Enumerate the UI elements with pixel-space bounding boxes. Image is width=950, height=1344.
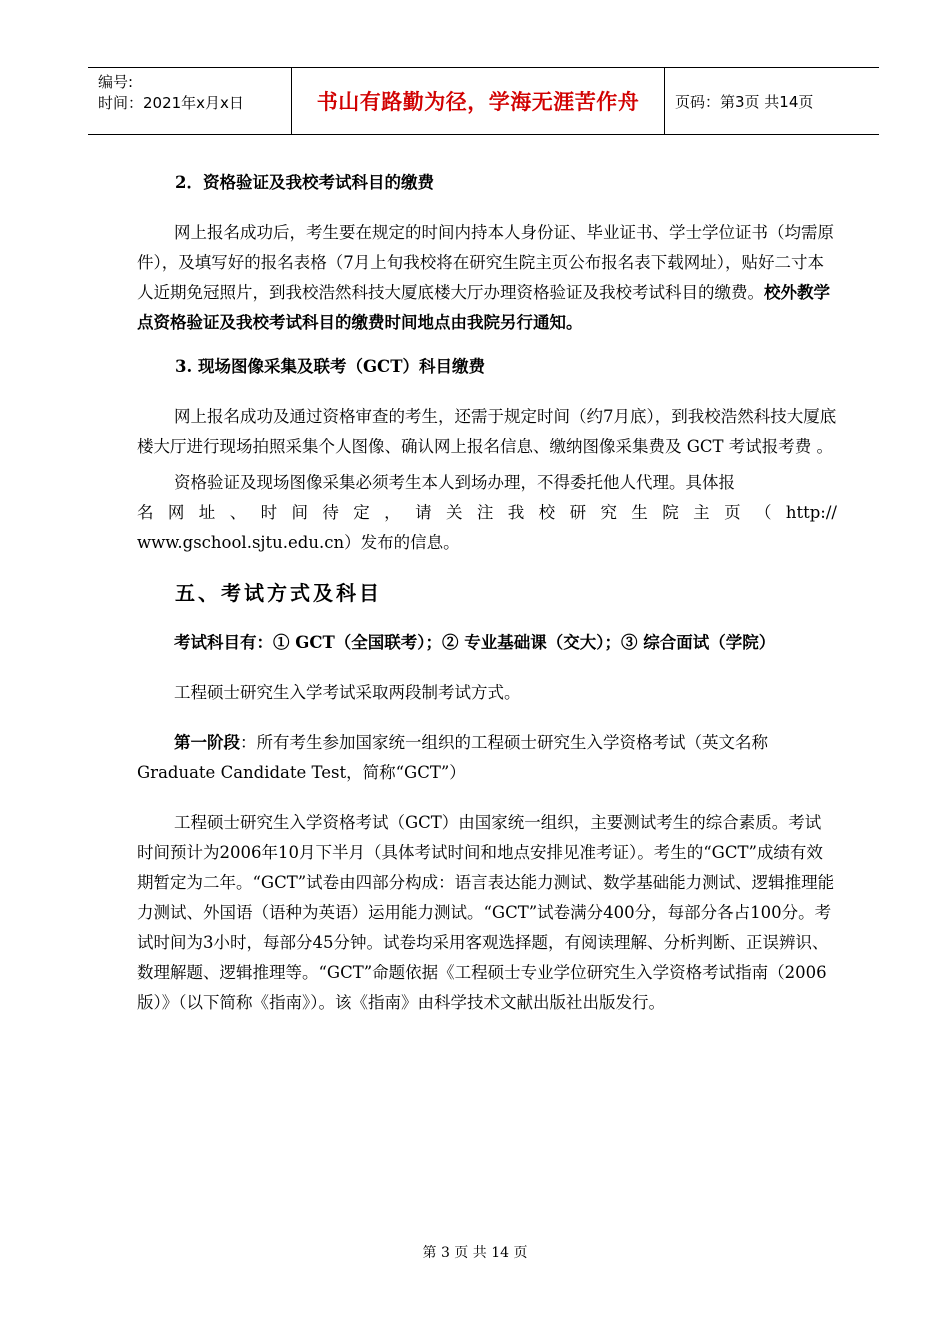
section-3-heading: 3. 现场图像采集及联考（GCT）科目缴费 — [175, 357, 485, 376]
page-header — [88, 67, 879, 135]
section-3-p2-line-3: www.gschool.sjtu.edu.cn）发布的信息。 — [137, 533, 460, 552]
section-3-p2-line-2: 名网址、时间待定，请关注我校研究生院主页（http:// — [137, 503, 837, 522]
section-2-paragraph — [137, 218, 837, 338]
header-page-info: 页码：第3页 共14页 — [675, 92, 814, 111]
section-2-heading: 2．资格验证及我校考试科目的缴费 — [175, 173, 434, 192]
gct-description: 工程硕士研究生入学资格考试（GCT）由国家统一组织，主要测试考生的综合素质。考试时间预计为2006年10月下半月（具体考试时间和地点安排见准考证）。考生的“GCT”成绩有效期暂定为二年。“GCT”试卷由四部分构成：语言表达能力测试、数学基础能力测试、逻辑推理能力测试、外国语（语种为英语）运用能力测试。“GCT”试卷满分400分，每部分各占100分。考试时间为3小时，每部分45分钟。试卷均采用客观选择题，有阅读理解、分析判断、正误辨识、数理解题、逻辑推理等。“GCT”命题依据《工程硕士专业学位研究生入学资格考试指南（2006版）》（以下简称《指南》）。该《指南》由科学技术文献出版社出版发行。 — [137, 813, 835, 1012]
section-3-paragraph-2 — [137, 468, 837, 558]
section-3-p2-line-1: 资格验证及现场图像采集必须考生本人到场办理，不得委托他人代理。具体报 — [174, 473, 735, 492]
section-2-text: 网上报名成功后，考生要在规定的时间内持本人身份证、毕业证书、学士学位证书（均需原件），及填写好的报名表格（7月上旬我校将在研究生院主页公布报名表下载网址），贴好二寸本人近期免冠照片，到我校浩然科技大厦底楼大厅办理资格验证及我校考试科目的缴费。 — [137, 223, 834, 302]
document-number-label: 编号: — [98, 73, 134, 91]
stage-1-label: 第一阶段 — [174, 733, 240, 752]
stage-1-paragraph — [137, 728, 837, 788]
stage-1-text: ：所有考生参加国家统一组织的工程硕士研究生入学资格考试（英文名称Graduate Candidate Test，简称“GCT”） — [137, 733, 768, 782]
header-meta — [88, 68, 291, 134]
header-motto: 书山有路勤为径，学海无涯苦作舟 — [291, 68, 665, 134]
section-2-bold-note: 校外教学点资格验证及我校考试科目的缴费时间地点由我院另行通知。 — [137, 283, 830, 332]
document-body — [137, 160, 837, 1018]
section-3-paragraph-1: 网上报名成功及通过资格审查的考生，还需于规定时间（约7月底），到我校浩然科技大厦底楼大厅进行现场拍照采集个人图像、确认网上报名信息、缴纳图像采集费及 GCT 考试报考费 。 — [137, 407, 837, 456]
page-footer: 第 3 页 共 14 页 — [422, 1245, 528, 1261]
exam-method: 工程硕士研究生入学考试采取两段制考试方式。 — [174, 683, 521, 702]
section-5-title: 五、考试方式及科目 — [175, 581, 382, 605]
document-time-label: 时间：2021年x月x日 — [98, 94, 244, 112]
exam-subjects: 考试科目有：① GCT（全国联考）；② 专业基础课（交大）；③ 综合面试（学院） — [174, 633, 776, 652]
